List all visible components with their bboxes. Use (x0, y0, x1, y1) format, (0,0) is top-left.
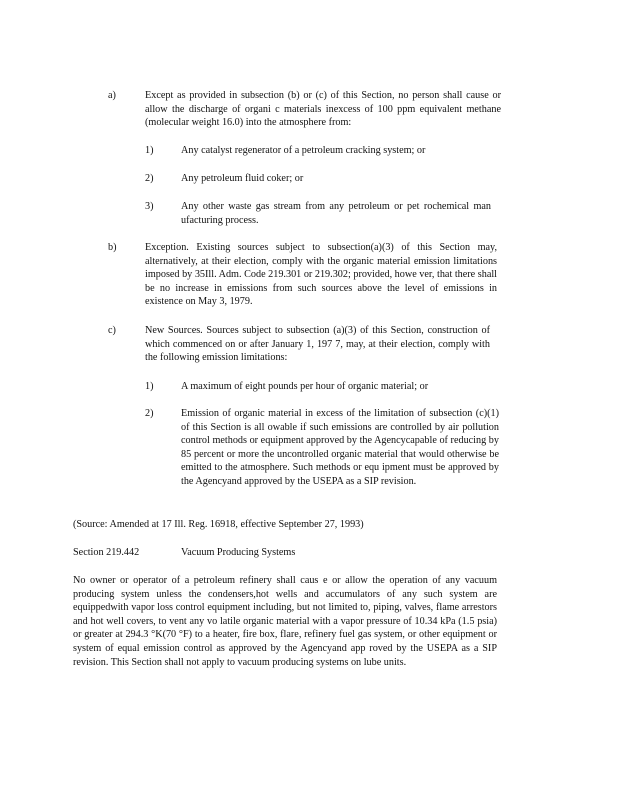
body-paragraph: No owner or operator of a petroleum refinery shall caus e or allow the operation of any vacuum producing system unless the condensers,hot wells and accumulators of any such system are equippedwith vapor loss control equipment including, but not limited to, piping, valves, flame arrestors and hot well covers, to vent any vo latile organic material with a vapor pressure of 10.34 kPa (1.5 psia) or greater at 294.3 °K(70 °F) to a heater, fire box, flare, refinery fuel gas system, or other equipment or system of equal emission control as approved by the Agencyand app roved by the USEPA as a SIP revision. This Section shall not apply to vacuum producing systems on lube units. (73, 575, 497, 668)
section-a-item-2-label: 2) (145, 173, 154, 184)
section-number: Section 219.442 (73, 547, 140, 558)
section-c-label: c) (108, 325, 116, 336)
section-a-label: a) (108, 90, 116, 101)
section-a-item-1-text: Any catalyst regenerator of a petroleum cracking system; or (181, 145, 426, 156)
section-a-item-1-label: 1) (145, 145, 154, 156)
section-c-item-1-text: A maximum of eight pounds per hour of organic material; or (181, 381, 429, 392)
section-title: Vacuum Producing Systems (181, 547, 296, 558)
section-c-item-1-label: 1) (145, 381, 154, 392)
section-b-label: b) (108, 242, 117, 253)
section-a-item-2-text: Any petroleum fluid coker; or (181, 173, 304, 184)
section-a-item-3-text: Any other waste gas stream from any petroleum or pet rochemical man ufacturing process. (181, 201, 491, 226)
source-note: (Source: Amended at 17 Ill. Reg. 16918, effective September 27, 1993) (73, 519, 364, 530)
section-b-text: Exception. Existing sources subject to subsection(a)(3) of this Section may, alternatively, at their election, comply with the organic material emission limitations imposed by 35Ill. Adm. Code 219.301 or 219.302; provided, howe ver, that there shall be no increase in emissions from such sources above the level of emissions in existence on May 3, 1979. (145, 242, 497, 308)
section-c-item-2-text: Emission of organic material in excess of the limitation of subsection (c)(1) of this Section is all owable if such emissions are controlled by air pollution control methods or equipment approved by the Agencycapable of reducing by 85 percent or more the uncontrolled organic material that would otherwise be emitted to the atmosphere. Such methods or equ ipment must be approved by the Agencyand approved by the USEPA as a SIP revision. (181, 408, 499, 487)
section-c-text: New Sources. Sources subject to subsection (a)(3) of this Section, construction of which commenced on or after January 1, 197 7, may, at their election, comply with the following emission limitations: (145, 325, 490, 364)
section-c-item-2-label: 2) (145, 408, 154, 419)
section-a-text: Except as provided in subsection (b) or (c) of this Section, no person shall cause or allow the discharge of organi c materials inexcess of 100 ppm equivalent methane (molecular weight 16.0) into the atmosphere from: (145, 90, 501, 129)
section-a-item-3-label: 3) (145, 201, 154, 212)
